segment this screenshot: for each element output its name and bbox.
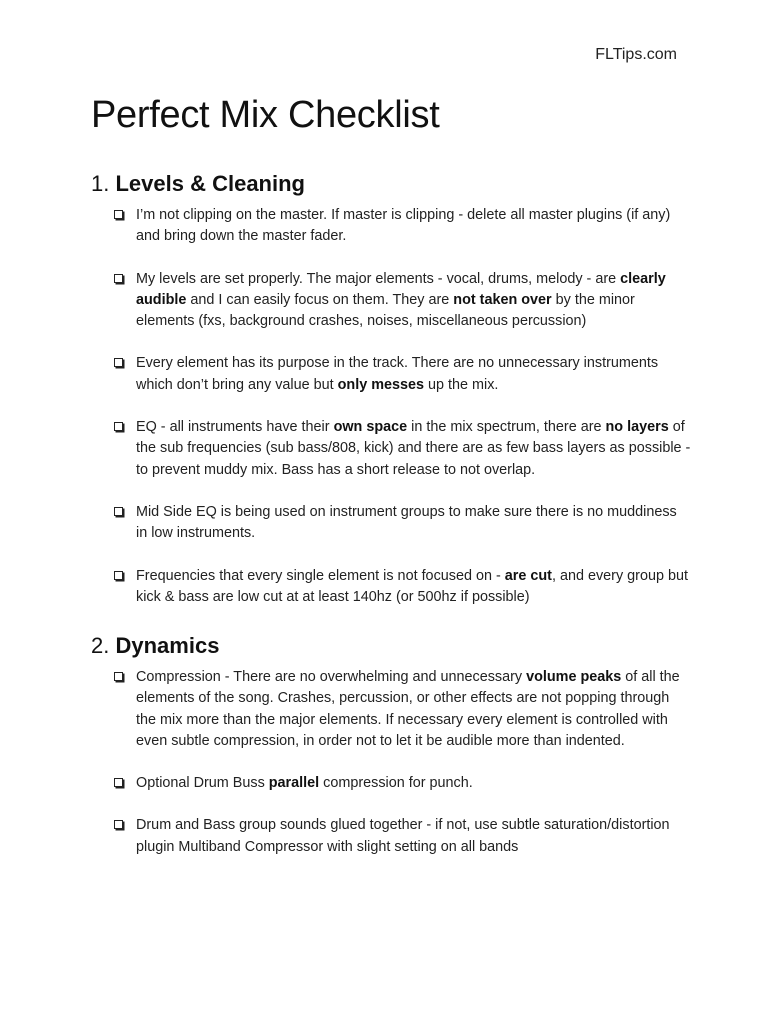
item-text-run: Frequencies that every single element is not focused on -	[136, 567, 505, 584]
section-heading	[91, 170, 691, 198]
emphasis-text: clearly audible	[136, 270, 666, 308]
emphasis-text: only messes	[337, 376, 425, 393]
checkbox-icon[interactable]	[114, 358, 123, 367]
section-number: 1.	[91, 171, 110, 196]
emphasis-text: no layers	[605, 419, 669, 436]
checklist-item-text	[136, 817, 670, 854]
checklist-item-text	[136, 504, 677, 541]
checkbox-icon[interactable]	[114, 672, 123, 681]
item-text-run: Drum and Bass group sounds glued together - if not, use subtle saturation/distortion plugin Multiband Compressor with slight setting on all bands	[136, 817, 670, 855]
checklist-item-text	[136, 271, 666, 330]
checkbox-icon[interactable]	[114, 422, 123, 431]
section-heading	[91, 632, 691, 660]
checkbox-icon[interactable]	[114, 210, 123, 219]
site-name: FLTips.com	[595, 46, 677, 63]
checklist	[91, 667, 691, 858]
item-text-run: of all the elements of the song. Crashes, percussion, or other effects are not popping through the mix more than the major elements. If necessary every element is controlled with even subtle compression, in order not to let it be audible more than indented.	[136, 669, 680, 749]
checklist-item	[91, 353, 691, 396]
item-text-run: up the mix.	[424, 376, 499, 393]
checkbox-icon[interactable]	[114, 778, 123, 787]
emphasis-text: volume peaks	[526, 669, 622, 685]
item-text-run: in the mix spectrum, there are	[407, 419, 606, 436]
item-text-run: , and every group but kick & bass are low cut at at least 140hz (or 500hz if possible)	[136, 567, 688, 605]
item-text-run: Compression - There are no overwhelming and unnecessary	[136, 669, 527, 685]
checklist-item	[91, 667, 691, 752]
section-name: Levels & Cleaning	[115, 171, 305, 196]
emphasis-text: are cut	[504, 567, 552, 584]
checkbox-icon[interactable]	[114, 571, 123, 580]
checklist-item	[91, 502, 691, 545]
section-dynamics	[91, 632, 691, 858]
item-text-run: and I can easily focus on them. They are	[186, 291, 454, 308]
item-text-run: compression for punch.	[319, 775, 473, 792]
section-name: Dynamics	[115, 633, 220, 658]
checklist-item	[91, 773, 691, 794]
checklist-item-text	[136, 669, 680, 749]
item-text-run: Optional Drum Buss	[136, 775, 269, 792]
checklist	[91, 205, 691, 608]
item-text-run: Every element has its purpose in the track. There are no unnecessary instruments which don’t bring any value but	[136, 355, 659, 393]
emphasis-text: parallel	[268, 775, 320, 792]
section-levels-cleaning	[91, 170, 691, 608]
emphasis-text: not taken over	[453, 291, 552, 308]
item-text-run: My levels are set properly. The major elements - vocal, drums, melody - are	[136, 270, 621, 287]
emphasis-text: own space	[333, 419, 408, 436]
document-title: Perfect Mix Checklist	[91, 94, 440, 136]
checklist-item-text	[136, 568, 688, 605]
checkbox-icon[interactable]	[114, 820, 123, 829]
checklist-item-text	[136, 775, 473, 791]
checklist-item-text	[136, 419, 690, 478]
item-text-run: of the sub frequencies (sub bass/808, kick) and there are as few bass layers as possible - to prevent muddy mix. Bass has a short release to not overlap.	[136, 419, 691, 478]
checkbox-icon[interactable]	[114, 507, 123, 516]
checklist-item	[91, 205, 691, 248]
checklist-item-text	[136, 207, 670, 244]
item-text-run: EQ - all instruments have their	[136, 419, 334, 436]
checklist-item	[91, 417, 691, 481]
item-text-run: Mid Side EQ is being used on instrument groups to make sure there is no muddiness in low instruments.	[136, 503, 677, 542]
item-text-run: by the minor elements (fxs, background crashes, noises, miscellaneous percussion)	[136, 291, 635, 330]
checkbox-icon[interactable]	[114, 274, 123, 283]
section-number: 2.	[91, 633, 110, 658]
checklist-item	[91, 566, 691, 609]
checklist-item	[91, 269, 691, 333]
checklist-item	[91, 815, 691, 858]
item-text-run: I’m not clipping on the master. If master is clipping - delete all master plugins (if any) and bring down the master fader.	[136, 207, 671, 245]
checklist-item-text	[136, 355, 658, 392]
